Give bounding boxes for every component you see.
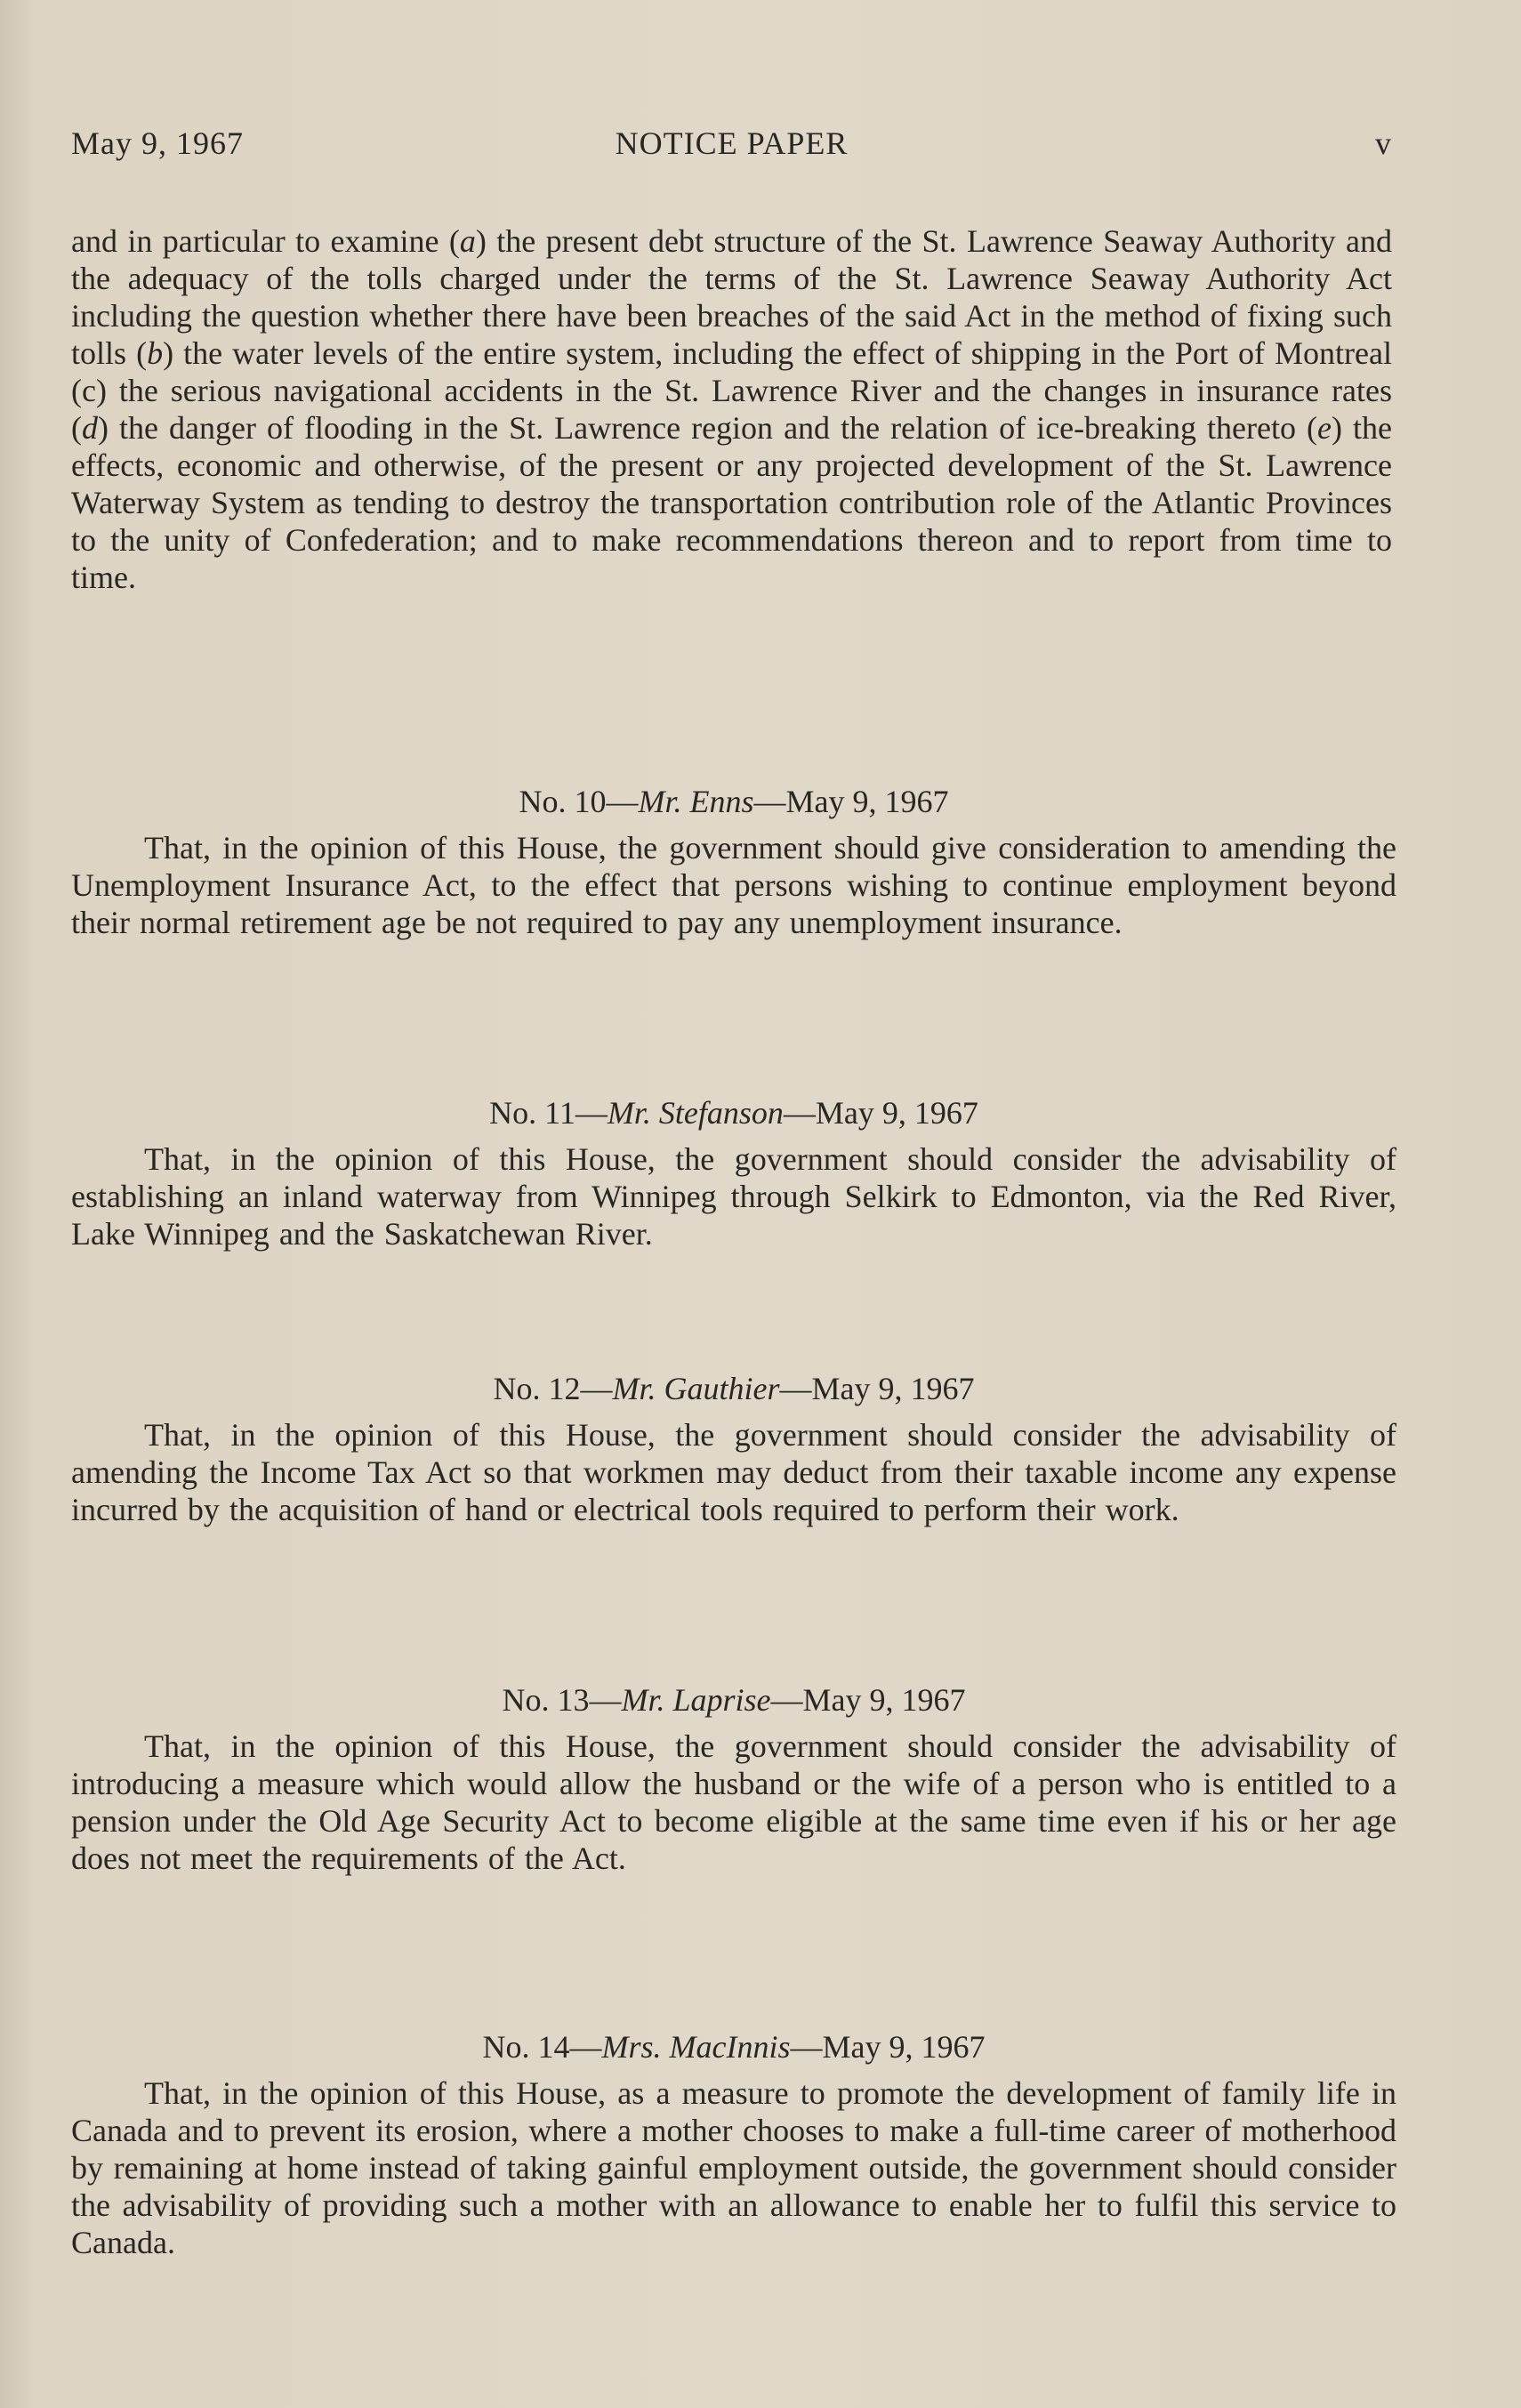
motion-heading: No. 12—Mr. Gauthier—May 9, 1967	[493, 1371, 975, 1406]
header-date: May 9, 1967	[71, 125, 244, 161]
page-number: v	[1375, 125, 1392, 161]
motion-heading: No. 11—Mr. Stefanson—May 9, 1967	[489, 1095, 978, 1131]
continued-motion	[71, 222, 1392, 596]
motion-text: That, in the opinion of this House, the government should consider the advisability of establishing an inland waterway from Winnipeg through Selkirk to Edmonton, via the Red River, Lake Winnipeg and the Saskatchewan River.	[71, 1141, 1396, 1252]
continued-motion-text: and in particular to examine (a) the present debt structure of the St. Lawrence Seaway Authority and the adequacy of the tolls charged under the terms of the St. Lawrence Seaway Authority Act including the question whether there have been breaches of the said Act in the method of fixing such tolls (b) the water levels of the entire system, including the effect of shipping in the Port of Montreal (c) the serious navigational accidents in the St. Lawrence River and the changes in insurance rates (d) the danger of flooding in the St. Lawrence region and the relation of ice-breaking thereto (e) the effects, economic and otherwise, of the present or any projected development of the St. Lawrence Waterway System as tending to destroy the transportation contribution role of the Atlantic Provinces to the unity of Confederation; and to make recommendations thereon and to report from time to time.	[71, 223, 1393, 595]
motion-no-13	[71, 1681, 1396, 1877]
motion-no-11	[71, 1094, 1396, 1252]
motion-no-10	[71, 783, 1396, 941]
motion-heading: No. 13—Mr. Laprise—May 9, 1967	[502, 1682, 966, 1718]
running-head	[71, 125, 1392, 178]
motion-no-12	[71, 1370, 1396, 1528]
header-title: NOTICE PAPER	[615, 125, 849, 161]
motion-no-14	[71, 2028, 1396, 2261]
motion-heading: No. 14—Mrs. MacInnis—May 9, 1967	[482, 2029, 986, 2065]
motion-text: That, in the opinion of this House, the government should give consideration to amending the Unemployment Insurance Act, to the effect that persons wishing to continue employment beyond their normal retirement age be not required to pay any unemployment insurance.	[71, 830, 1396, 940]
motion-text: That, in the opinion of this House, as a measure to promote the development of family life in Canada and to prevent its erosion, where a mother chooses to make a full-time career of motherhood by remaining at home instead of taking gainful employment outside, the government should consider the advisability of providing such a mother with an allowance to enable her to fulfil this service to Canada.	[71, 2075, 1396, 2260]
motion-heading: No. 10—Mr. Enns—May 9, 1967	[519, 784, 949, 819]
motion-text: That, in the opinion of this House, the government should consider the advisability of amending the Income Tax Act so that workmen may deduct from their taxable income any expense incurred by the acquisition of hand or electrical tools required to perform their work.	[71, 1417, 1396, 1527]
motion-text: That, in the opinion of this House, the government should consider the advisability of introducing a measure which would allow the husband or the wife of a person who is entitled to a pension under the Old Age Security Act to become eligible at the same time even if his or her age does not meet the requirements of the Act.	[71, 1728, 1396, 1876]
